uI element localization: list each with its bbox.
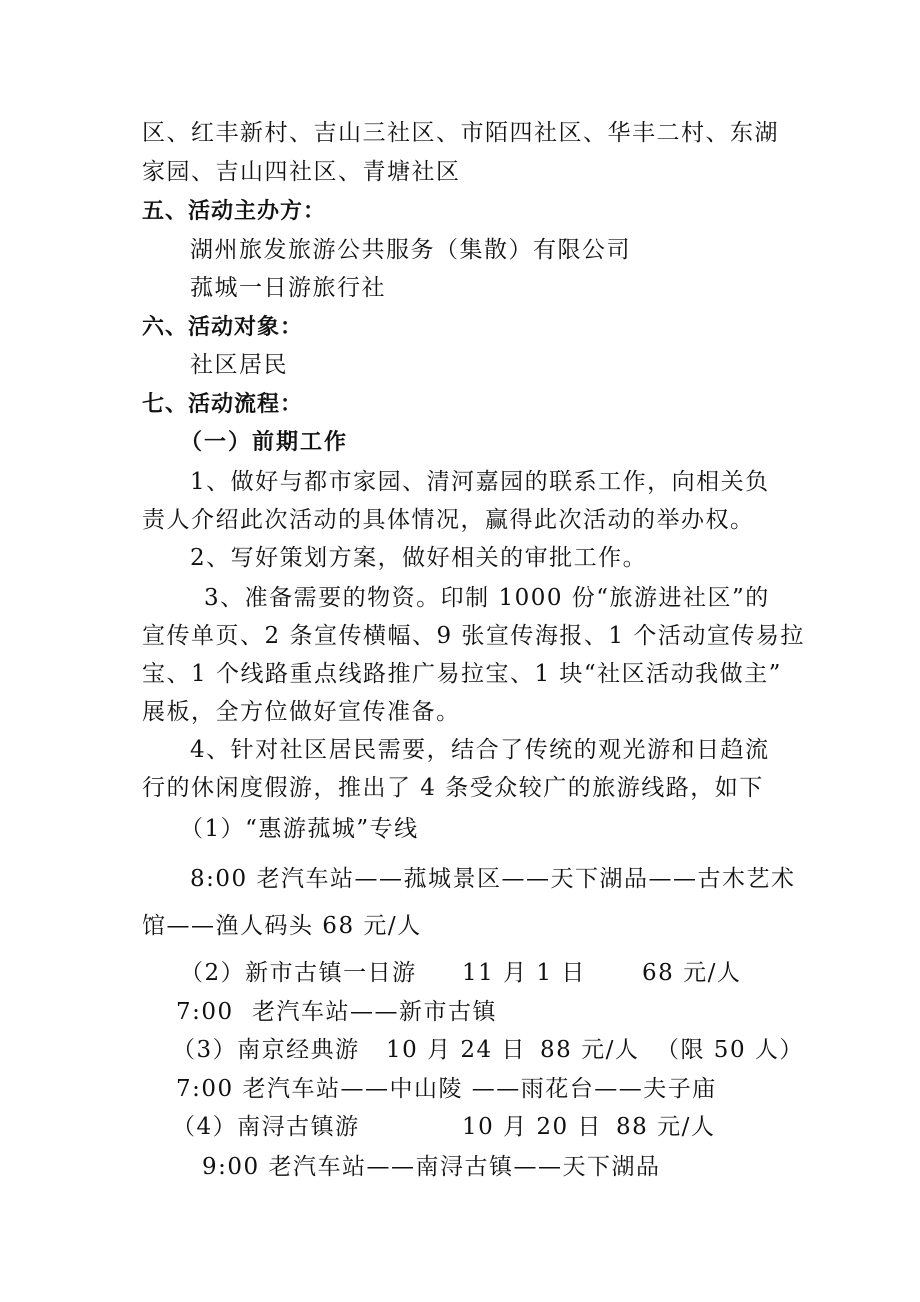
item-1-line-1: 1、做好与都市家园、清河嘉园的联系工作，向相关负	[190, 469, 770, 495]
route-2-itinerary: 老汽车站——新市古镇	[252, 999, 497, 1025]
route-3-limit: （限 50 人）	[656, 1037, 804, 1063]
organizer-2: 菰城一日游旅行社	[190, 275, 386, 301]
route-2-date: 11 月 1 日	[462, 960, 586, 986]
route-2-time: 7:00	[176, 999, 234, 1025]
target-audience: 社区居民	[190, 352, 288, 378]
route-4-title: （4）南浔古镇游	[172, 1114, 360, 1140]
item-4-line-2: 行的休闲度假游，推出了 4 条受众较广的旅游线路，如下	[142, 775, 764, 801]
item-3-line-4: 展板，全方位做好宣传准备。	[142, 699, 461, 725]
route-4-price: 88 元/人	[616, 1114, 716, 1140]
item-1-line-2: 责人介绍此次活动的具体情况，赢得此次活动的举办权。	[142, 507, 755, 533]
route-1-itinerary-line-2: 馆——渔人码头 68 元/人	[142, 913, 422, 939]
route-2-price: 68 元/人	[642, 960, 742, 986]
route-3-date: 10 月 24 日	[386, 1037, 526, 1063]
section-6-heading: 六、活动对象：	[142, 315, 304, 340]
item-2: 2、写好策划方案，做好相关的审批工作。	[190, 545, 648, 571]
venue-list-line-1: 区、红丰新村、吉山三社区、市陌四社区、华丰二村、东湖	[142, 120, 779, 146]
item-3-line-1: 3、准备需要的物资。印制 1000 份“旅游进社区”的	[204, 585, 770, 611]
item-3-line-2: 宣传单页、2 条宣传横幅、9 张宣传海报、1 个活动宣传易拉	[142, 623, 805, 649]
route-4-date: 10 月 20 日	[462, 1114, 602, 1140]
route-3-itinerary: 7:00 老汽车站——中山陵 ——雨花台——夫子庙	[176, 1076, 717, 1102]
section-7-heading: 七、活动流程：	[142, 392, 304, 417]
route-1-title: （1）“惠游菰城”专线	[180, 816, 419, 842]
organizer-1: 湖州旅发旅游公共服务（集散）有限公司	[190, 237, 631, 263]
route-4-itinerary: 9:00 老汽车站——南浔古镇——天下湖品	[202, 1154, 661, 1180]
item-3-line-3: 宝、1 个线路重点线路推广易拉宝、1 块“社区活动我做主”	[142, 661, 782, 687]
sub-heading-preparation: （一）前期工作	[180, 430, 349, 455]
route-2-title: （2）新市古镇一日游	[180, 960, 417, 986]
venue-list-line-2: 家园、吉山四社区、青塘社区	[142, 159, 461, 185]
route-3-title: （3）南京经典游	[172, 1037, 360, 1063]
section-5-heading: 五、活动主办方：	[142, 199, 327, 224]
route-1-itinerary-line-1: 8:00 老汽车站——菰城景区——天下湖品——古木艺术	[190, 866, 796, 892]
item-4-line-1: 4、针对社区居民需要，结合了传统的观光游和日趋流	[190, 737, 770, 763]
route-3-price: 88 元/人	[540, 1037, 640, 1063]
